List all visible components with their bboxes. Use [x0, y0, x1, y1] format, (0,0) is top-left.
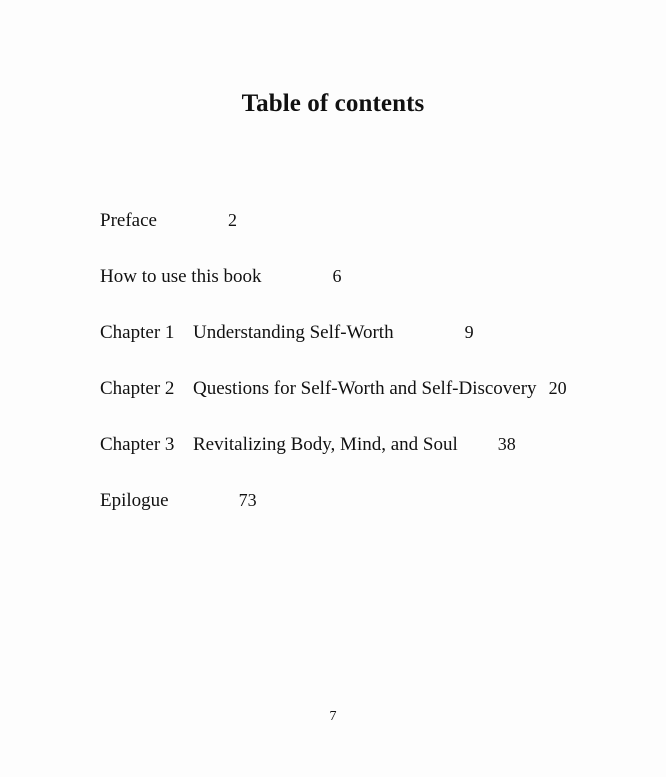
- toc-entry-label: Epilogue: [100, 490, 169, 511]
- toc-entry-how-to-use: [100, 260, 640, 316]
- toc-entry-chapter-2: [100, 372, 640, 428]
- toc-entry-chapter-3: [100, 428, 640, 484]
- page-number: 7: [329, 709, 337, 724]
- toc-entry-label: Preface: [100, 210, 157, 231]
- toc-entry-page: 9: [464, 322, 474, 342]
- page-title: Table of contents: [241, 90, 425, 117]
- toc-entry-page: 73: [238, 490, 257, 510]
- toc-entry-page: 2: [227, 210, 237, 230]
- toc-chapter-number: Chapter 3: [100, 434, 175, 455]
- toc-chapter-number: Chapter 1: [100, 322, 175, 343]
- toc-entry-label: How to use this book: [100, 266, 262, 287]
- toc-entry-chapter-1: [100, 316, 640, 372]
- toc-entry-page: 20: [548, 378, 567, 398]
- toc-entry-page: 38: [497, 434, 516, 454]
- toc-chapter-number: Chapter 2: [100, 378, 175, 399]
- toc-entry-label: Revitalizing Body, Mind, and Soul: [193, 434, 458, 455]
- table-of-contents: [100, 204, 640, 540]
- toc-entry-preface: [100, 204, 640, 260]
- toc-entry-epilogue: [100, 484, 640, 540]
- toc-entry-page: 6: [332, 266, 342, 286]
- toc-entry-label: Questions for Self-Worth and Self-Discovery: [193, 378, 537, 399]
- toc-entry-label: Understanding Self-Worth: [193, 322, 394, 343]
